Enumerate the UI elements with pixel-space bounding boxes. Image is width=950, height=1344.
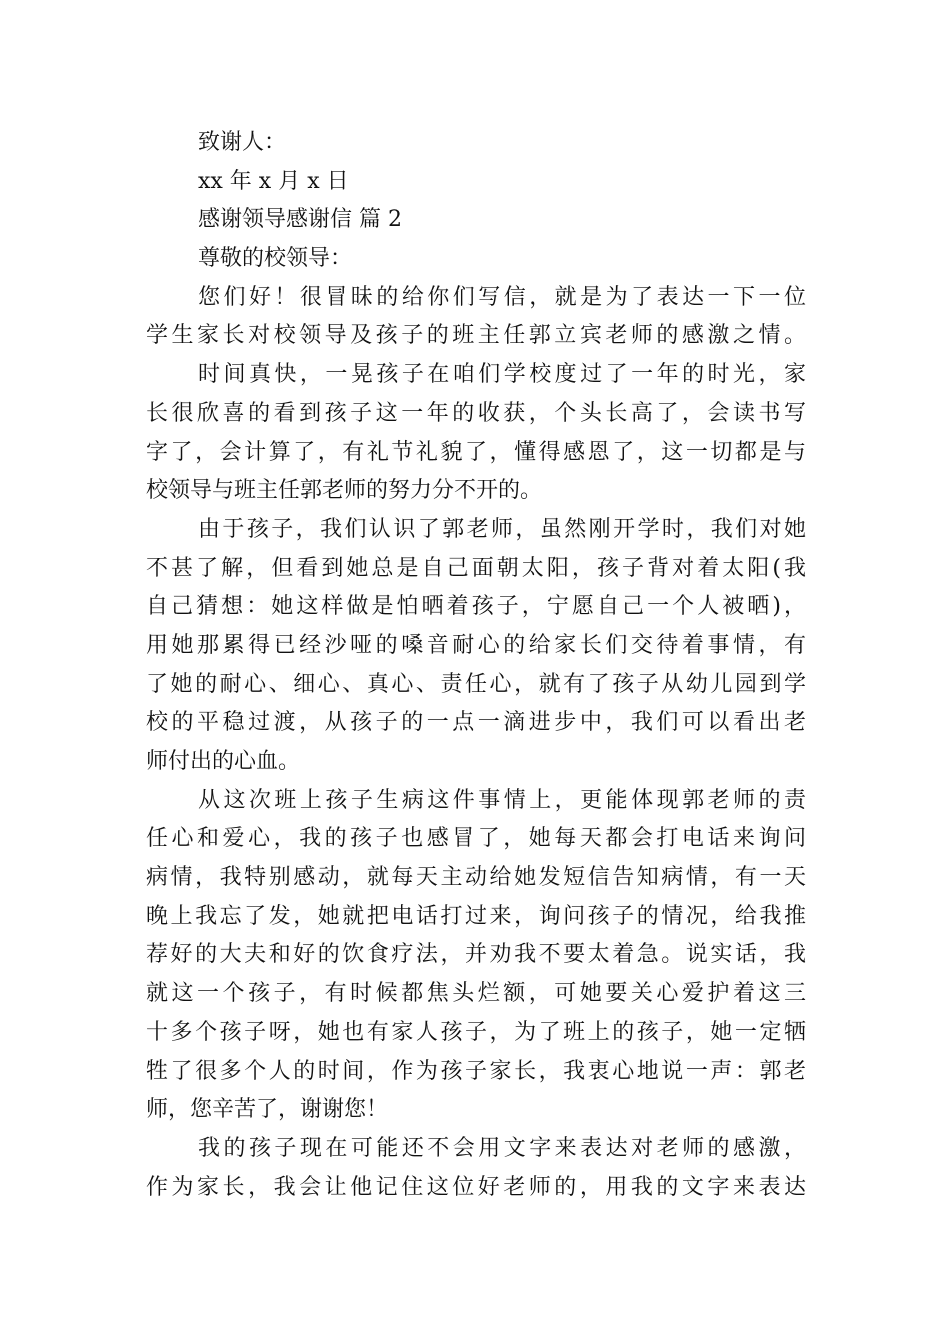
paragraph-line: 就这一个孩子，有时候都焦头烂额，可她要关心爱护着这三 (146, 981, 806, 1007)
paragraph (146, 782, 806, 1130)
paragraph-line: 长很欣喜的看到孩子这一年的收获，个头长高了，会读书写 (146, 400, 806, 426)
paragraph (146, 1130, 806, 1207)
paragraph-line: 不甚了解，但看到她总是自己面朝太阳，孩子背对着太阳(我 (146, 555, 806, 581)
paragraph-line: 了她的耐心、细心、真心、责任心，就有了孩子从幼儿园到学 (146, 671, 806, 697)
paragraph-line: 校领导与班主任郭老师的努力分不开的。 (146, 478, 543, 504)
paragraph-line: 荐好的大夫和好的饮食疗法，并劝我不要太着急。说实话，我 (146, 942, 806, 968)
paragraph-line: 我的孩子现在可能还不会用文字来表达对老师的感激， (198, 1135, 806, 1161)
paragraph-line: 自己猜想：她这样做是怕晒着孩子，宁愿自己一个人被晒)， (146, 594, 806, 620)
paragraph-line: 晚上我忘了发，她就把电话打过来，询问孩子的情况，给我推 (146, 903, 806, 929)
date-line: xx 年 x 月 x 日 (198, 168, 349, 194)
paragraph-line: 从这次班上孩子生病这件事情上，更能体现郭老师的责 (198, 787, 806, 813)
paragraph-line: 师，您辛苦了，谢谢您！ (146, 1097, 389, 1123)
paragraph-line: 您们好！很冒昧的给你们写信，就是为了表达一下一位 (198, 284, 806, 310)
paragraph-line: 任心和爱心，我的孩子也感冒了，她每天都会打电话来询问 (146, 826, 806, 852)
signature-label: 致谢人： (198, 130, 287, 155)
letter-title: 感谢领导感谢信 篇 2 (198, 207, 402, 233)
paragraph (146, 279, 806, 356)
paragraph-line: 学生家长对校领导及孩子的班主任郭立宾老师的感激之情。 (146, 323, 806, 349)
paragraph-line: 十多个孩子呀，她也有家人孩子，为了班上的孩子，她一定牺 (146, 1019, 806, 1045)
paragraph-line: 用她那累得已经沙哑的嗓音耐心的给家长们交待着事情，有 (146, 632, 806, 658)
paragraph-line: 校的平稳过渡，从孩子的一点一滴进步中，我们可以看出老 (146, 710, 806, 736)
paragraph-line: 牲了很多个人的时间，作为孩子家长，我衷心地说一声：郭老 (146, 1058, 806, 1084)
paragraph (146, 511, 806, 782)
paragraph (146, 356, 806, 511)
paragraph-line: 作为家长，我会让他记住这位好老师的，用我的文字来表达 (146, 1174, 806, 1200)
letter-body (146, 124, 806, 1207)
paragraph-line: 时间真快，一晃孩子在咱们学校度过了一年的时光，家 (198, 362, 806, 388)
salutation: 尊敬的校领导： (198, 246, 353, 272)
paragraph-line: 字了，会计算了，有礼节礼貌了，懂得感恩了，这一切都是与 (146, 439, 806, 465)
paragraph-line: 师付出的心血。 (146, 749, 301, 774)
paragraph-line: 由于孩子，我们认识了郭老师，虽然刚开学时，我们对她 (198, 516, 806, 542)
paragraph-line: 病情，我特别感动，就每天主动给她发短信告知病情，有一天 (146, 865, 806, 891)
